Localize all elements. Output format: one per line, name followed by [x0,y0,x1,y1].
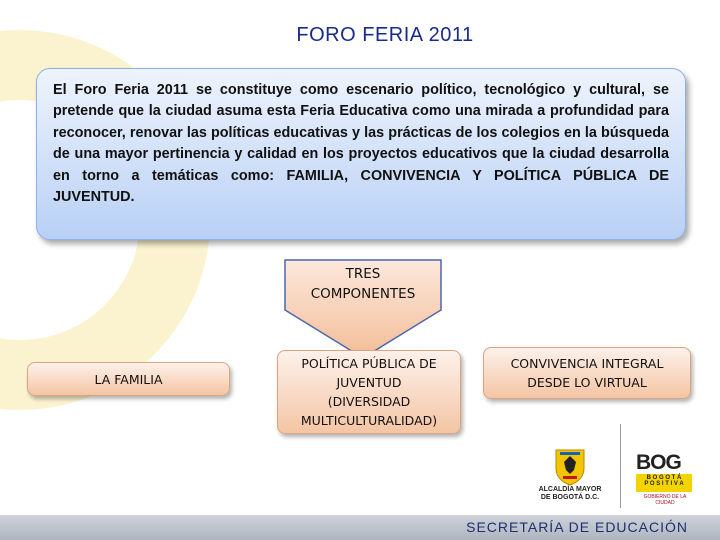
component-politica-line: MULTICULTURALIDAD) [300,413,438,428]
component-familia [27,362,230,396]
component-familia-label: LA FAMILIA [94,371,163,387]
bog-subtitle: GOBIERNO DE LA CIUDAD [643,494,687,506]
components-arrow [283,258,470,360]
arrow-label-line1: TRES [345,266,381,282]
component-politica-line: JUVENTUD [336,375,402,390]
coat-of-arms-icon [552,448,588,486]
component-convivencia-line: CONVIVENCIA INTEGRAL [510,356,664,371]
bog-stripe-line2: P O S I T I V A [644,481,684,487]
intro-text-box: El Foro Feria 2011 se constituye como escenario político, tecnológico y cultural, se pretende que la ciudad asuma esta Feria Educativa como una mirada a profundidad para reconocer, renovar las políticas educativas y las prácticas de los colegios en la búsqueda de una mayor pertinencia y calidad en los proyectos educativos que la ciudad desarrolla en torno a temáticas como: FAMILIA, CONVIVENCIA Y POLÍTICA PÚBLICA DE JUVENTUD. [36,68,686,240]
bog-stripe [636,474,692,492]
component-politica-line: POLÍTICA PÚBLICA DE [301,356,437,371]
alcaldia-logo [534,448,606,508]
footer-text: SECRETARÍA DE EDUCACIÓN [466,519,688,535]
component-convivencia-line: DESDE LO VIRTUAL [527,375,647,390]
bog-wordmark: BOG [636,451,681,474]
page-title: FORO FERIA 2011 [296,24,474,46]
component-politica-line: (DIVERSIDAD [327,394,411,409]
bogota-positiva-logo [636,452,694,506]
arrow-label-line2: COMPONENTES [310,286,416,302]
footer-bar [0,515,720,540]
alcaldia-label-line1: ALCALDÍA MAYOR [538,486,602,493]
component-politica [277,350,461,434]
component-convivencia [483,347,691,399]
bog-stripe-line1: B O G O T Á [646,475,682,481]
arrow-label [283,264,443,304]
alcaldia-label-line2: DE BOGOTÁ D.C. [540,494,600,501]
logo-divider [620,424,621,508]
